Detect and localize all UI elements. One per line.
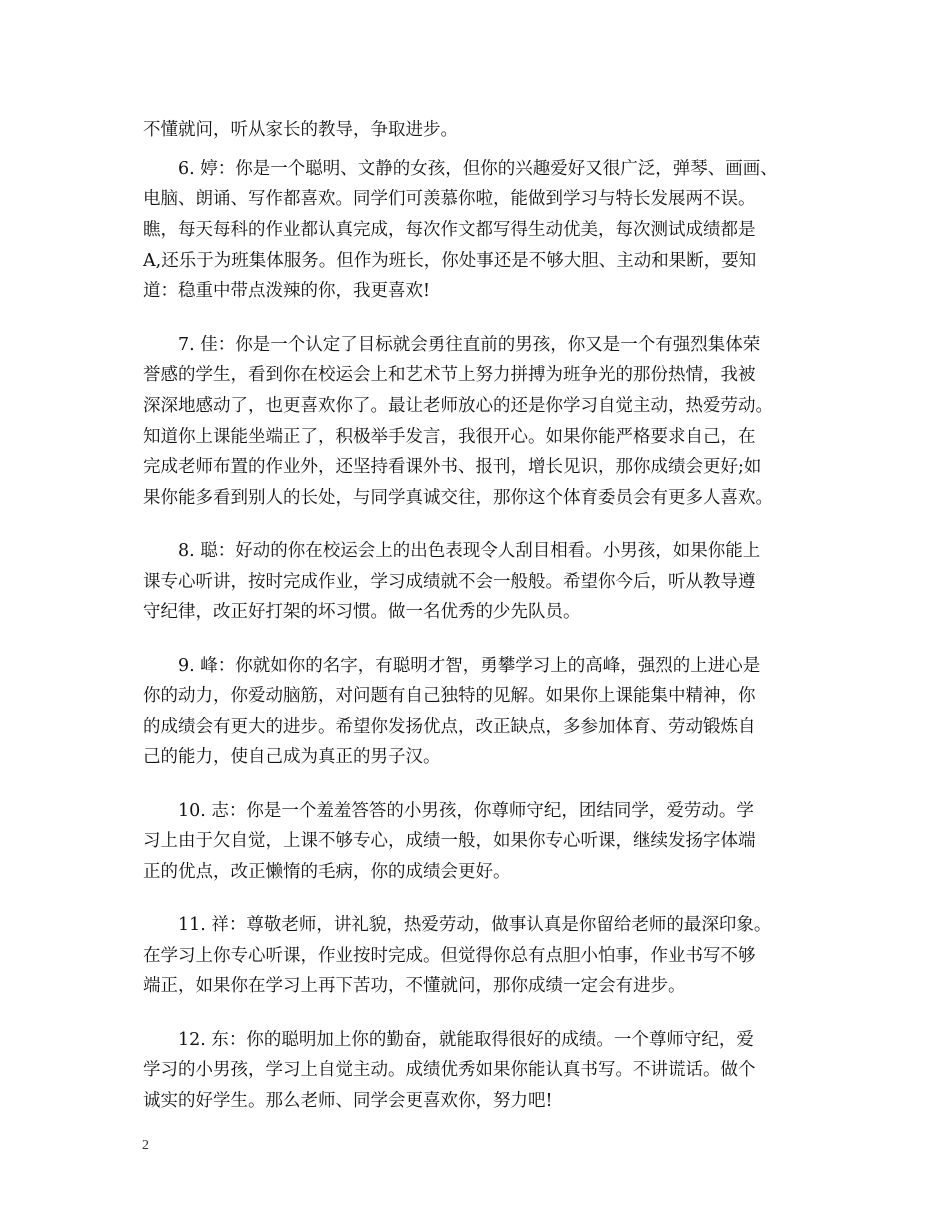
text-line-8: 誉感的学生，看到你在校运会上和艺术节上努力拼搏为班争光的那份热情，我被 bbox=[143, 365, 756, 385]
text-line-28: 诚实的好学生。那么老师、同学会更喜欢你，努力吧! bbox=[143, 1091, 553, 1111]
text-line-23: 11. 祥：尊敬老师，讲礼貌，热爱劳动，做事认真是你留给老师的最深印象。 bbox=[178, 915, 772, 935]
text-line-6: 道：稳重中带点泼辣的你，我更喜欢! bbox=[143, 281, 431, 301]
text-line-11: 完成老师布置的作业外，还坚持看课外书、报刊，增长见识，那你成绩会更好;如 bbox=[143, 457, 762, 477]
text-line-26: 12. 东：你的聪明加上你的勤奋，就能取得很好的成绩。一个尊师守纪，爱 bbox=[178, 1030, 754, 1050]
text-line-27: 学习的小男孩，学习上自觉主动。成绩优秀如果你能认真书写。不讲谎话。做个 bbox=[143, 1060, 756, 1080]
text-line-5: A,还乐于为班集体服务。但作为班长，你处事还是不够大胆、主动和果断，要知 bbox=[143, 251, 757, 271]
text-line-25: 端正，如果你在学习上再下苦功，不懂就问，那你成绩一定会有进步。 bbox=[143, 976, 686, 996]
text-line-12: 果你能多看到别人的长处，与同学真诚交往，那你这个体育委员会有更多人喜欢。 bbox=[143, 488, 773, 508]
text-line-18: 的成绩会有更大的进步。希望你发扬优点，改正缺点，多参加体育、劳动锻炼自 bbox=[143, 717, 756, 737]
text-line-1: 不懂就问，听从家长的教导，争取进步。 bbox=[143, 120, 458, 140]
text-line-7: 7. 佳：你是一个认定了目标就会勇往直前的男孩，你又是一个有强烈集体荣 bbox=[178, 335, 761, 355]
text-line-22: 正的优点，改正懒惰的毛病，你的成绩会更好。 bbox=[143, 862, 511, 882]
text-line-10: 知道你上课能坐端正了，积极举手发言，我很开心。如果你能严格要求自己，在 bbox=[143, 427, 756, 447]
text-line-9: 深深地感动了，也更喜欢你了。最让老师放心的还是你学习自觉主动，热爱劳动。 bbox=[143, 396, 773, 416]
page-number: 2 bbox=[142, 1138, 149, 1153]
text-line-2: 6. 婷：你是一个聪明、文静的女孩，但你的兴趣爱好又很广泛，弹琴、画画、 bbox=[178, 159, 778, 179]
text-line-13: 8. 聪：好动的你在校运会上的出色表现令人刮目相看。小男孩，如果你能上 bbox=[178, 541, 761, 561]
text-line-24: 在学习上你专心听课，作业按时完成。但觉得你总有点胆小怕事，作业书写不够 bbox=[143, 946, 756, 966]
text-line-19: 己的能力，使自己成为真正的男子汉。 bbox=[143, 747, 441, 767]
text-line-4: 瞧，每天每科的作业都认真完成，每次作文都写得生动优美，每次测试成绩都是 bbox=[143, 220, 756, 240]
text-line-21: 习上由于欠自觉，上课不够专心，成绩一般，如果你专心听课，继续发扬字体端 bbox=[143, 831, 756, 851]
text-line-16: 9. 峰：你就如你的名字，有聪明才智，勇攀学习上的高峰，强烈的上进心是 bbox=[178, 656, 761, 676]
text-line-14: 课专心听讲，按时完成作业，学习成绩就不会一般般。希望你今后，听从教导遵 bbox=[143, 572, 756, 592]
text-line-17: 你的动力，你爱动脑筋，对问题有自己独特的见解。如果你上课能集中精神，你 bbox=[143, 686, 756, 706]
text-line-20: 10. 志：你是一个羞羞答答的小男孩，你尊师守纪，团结同学，爱劳动。学 bbox=[178, 801, 754, 821]
text-line-15: 守纪律，改正好打架的坏习惯。做一名优秀的少先队员。 bbox=[143, 602, 581, 622]
text-line-3: 电脑、朗诵、写作都喜欢。同学们可羡慕你啦，能做到学习与特长发展两不误。 bbox=[143, 189, 756, 209]
